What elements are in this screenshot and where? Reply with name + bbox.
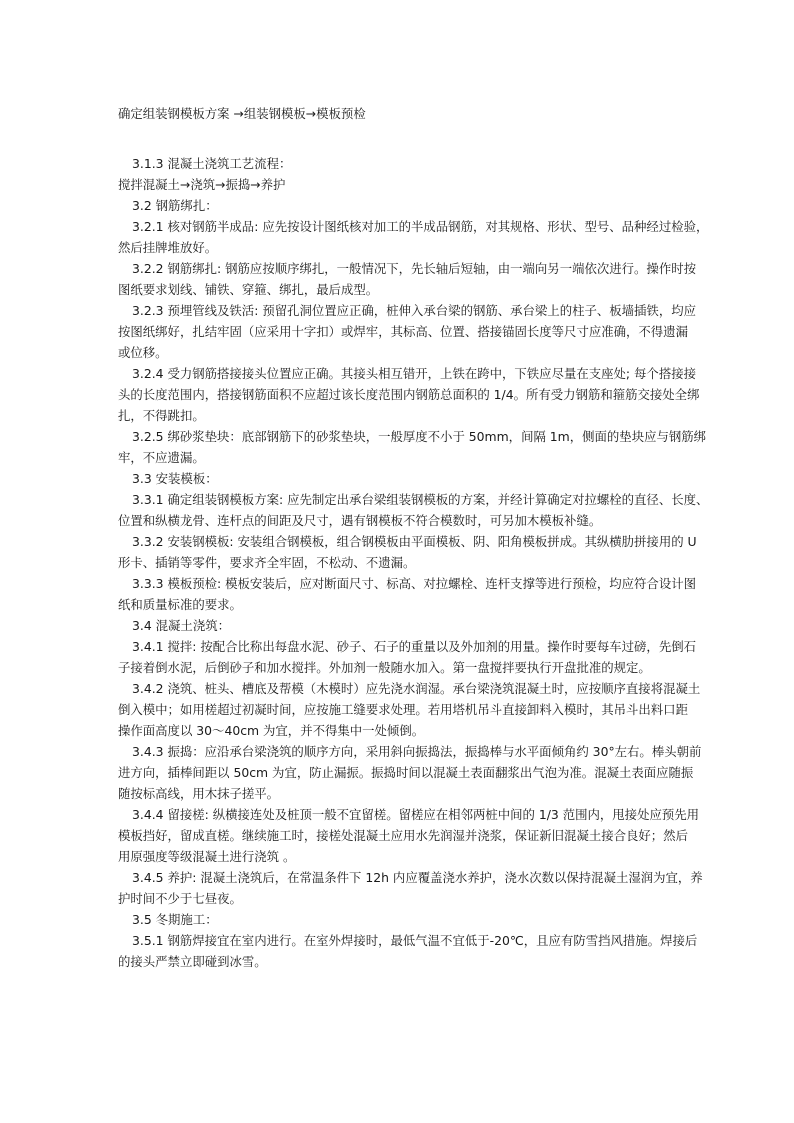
text-line: 用原强度等级混凝土进行浇筑 。 bbox=[118, 849, 296, 864]
text-line: 牢，不应遗漏。 bbox=[118, 450, 205, 465]
text-line: 3.3.3 模板预检: 模板安装后，应对断面尺寸、标高、对拉螺栓、连杆支撑等进行预检，均应符合设计图 bbox=[132, 576, 696, 591]
text-line: 3.4.3 振捣：应沿承台梁浇筑的顺序方向，采用斜向振捣法，振捣棒与水平面倾角约 30°左右。棒头朝前 bbox=[132, 744, 702, 759]
text-line: 随按标高线，用木抹子搓平。 bbox=[118, 786, 280, 801]
text-line: 操作面高度以 30～40cm 为宜，并不得集中一处倾倒。 bbox=[118, 723, 425, 738]
text-line: 3.2 钢筋绑扎： bbox=[132, 198, 218, 213]
text-line: 确定组装钢模板方案 →组装钢模板→模板预检 bbox=[118, 106, 366, 121]
text-line: 搅拌混凝土→浇筑→振捣→养护 bbox=[118, 177, 286, 192]
text-line: 按图纸绑好，扎结牢固（应采用十字扣）或焊牢，其标高、位置、搭接锚固长度等尺寸应准确，不得遗漏 bbox=[118, 324, 688, 339]
text-line: 3.5.1 钢筋焊接宜在室内进行。在室外焊接时，最低气温不宜低于-20℃，且应有防雪挡风措施。焊接后 bbox=[132, 933, 698, 948]
text-line: 3.2.1 核对钢筋半成品: 应先按设计图纸核对加工的半成品钢筋，对其规格、形状、型号、品种经过检验， bbox=[132, 219, 709, 234]
text-line: 模板挡好，留成直槎。继续施工时，接槎处混凝土应用水先润湿并浇浆，保证新旧混凝土接合良好；然后 bbox=[118, 828, 688, 843]
text-line: 3.5 冬期施工： bbox=[132, 912, 218, 927]
text-line: 3.4.5 养护: 混凝土浇筑后，在常温条件下 12h 内应覆盖浇水养护，浇水次数以保持混凝土湿润为宜，养 bbox=[132, 870, 703, 885]
text-line: 头的长度范围内，搭接钢筋面积不应超过该长度范围内钢筋总面积的 1/4。所有受力钢筋和箍筋交接处全绑 bbox=[118, 387, 700, 402]
text-line: 纸和质量标准的要求。 bbox=[118, 597, 242, 612]
text-line: 3.2.5 绑砂浆垫块：底部钢筋下的砂浆垫块，一般厚度不小于 50mm，间隔 1m，侧面的垫块应与钢筋绑 bbox=[132, 429, 707, 444]
text-line: 3.2.4 受力钢筋搭接接头位置应正确。其接头相互错开，上铁在跨中，下铁应尽量在支座处; 每个搭接接 bbox=[132, 366, 696, 381]
text-line: 图纸要求划线、铺铁、穿箍、绑扎，最后成型。 bbox=[118, 282, 379, 297]
text-line: 的接头严禁立即碰到冰雪。 bbox=[118, 954, 267, 969]
text-line: 形卡、插销等零件，要求齐全牢固，不松动、不遗漏。 bbox=[118, 555, 416, 570]
text-line: 3.2.2 钢筋绑扎: 钢筋应按顺序绑扎，一般情况下，先长轴后短轴，由一端向另一端依次进行。操作时按 bbox=[132, 261, 696, 276]
text-line: 3.3.1 确定组装钢模板方案: 应先制定出承台梁组装钢模板的方案，并经计算确定对拉螺栓的直径、长度、 bbox=[132, 492, 709, 507]
text-line: 3.2.3 预埋管线及铁活: 预留孔洞位置应正确，桩伸入承台梁的钢筋、承台梁上的柱子、板墙插铁，均应 bbox=[132, 303, 696, 318]
text-line: 进方向，插棒间距以 50cm 为宜，防止漏振。振捣时间以混凝土表面翻浆出气泡为准。混凝土表面应随振 bbox=[118, 765, 694, 780]
text-line: 倒入模中；如用槎超过初凝时间，应按施工缝要求处理。若用塔机吊斗直接卸料入模时，其吊斗出料口距 bbox=[118, 702, 688, 717]
text-line: 3.4.1 搅拌: 按配合比称出每盘水泥、砂子、石子的重量以及外加剂的用量。操作时要每车过磅，先倒石 bbox=[132, 639, 696, 654]
text-line: 3.4.2 浇筑、桩头、槽底及帮模（木模时）应先浇水润湿。承台梁浇筑混凝土时，应按顺序直接将混凝土 bbox=[132, 681, 701, 696]
paragraph-gap bbox=[118, 124, 680, 153]
text-line: 3.3 安装模板： bbox=[132, 471, 218, 486]
text-line: 子接着倒水泥，后倒砂子和加水搅拌。外加剂一般随水加入。第一盘搅拌要执行开盘批准的规定。 bbox=[118, 660, 651, 675]
text-line: 或位移。 bbox=[118, 345, 168, 360]
text-line: 3.4.4 留接槎: 纵横接连处及桩顶一般不宜留槎。留槎应在相邻两桩中间的 1/3 范围内，甩接处应预先用 bbox=[132, 807, 700, 822]
text-line: 3.3.2 安装钢模板: 安装组合钢模板，组合钢模板由平面模板、阴、阳角模板拼成。其纵横肋拼接用的 U bbox=[132, 534, 697, 549]
text-line: 护时间不少于七昼夜。 bbox=[118, 891, 242, 906]
text-line: 位置和纵横龙骨、连杆点的间距及尺寸，遇有钢模板不符合模数时，可另加木模板补缝。 bbox=[118, 513, 602, 528]
text-line: 3.4 混凝土浇筑： bbox=[132, 618, 230, 633]
text-line: 扎，不得跳扣。 bbox=[118, 408, 205, 423]
text-line: 3.1.3 混凝土浇筑工艺流程： bbox=[132, 156, 292, 171]
text-line: 然后挂牌堆放好。 bbox=[118, 240, 218, 255]
document-body bbox=[118, 103, 709, 972]
